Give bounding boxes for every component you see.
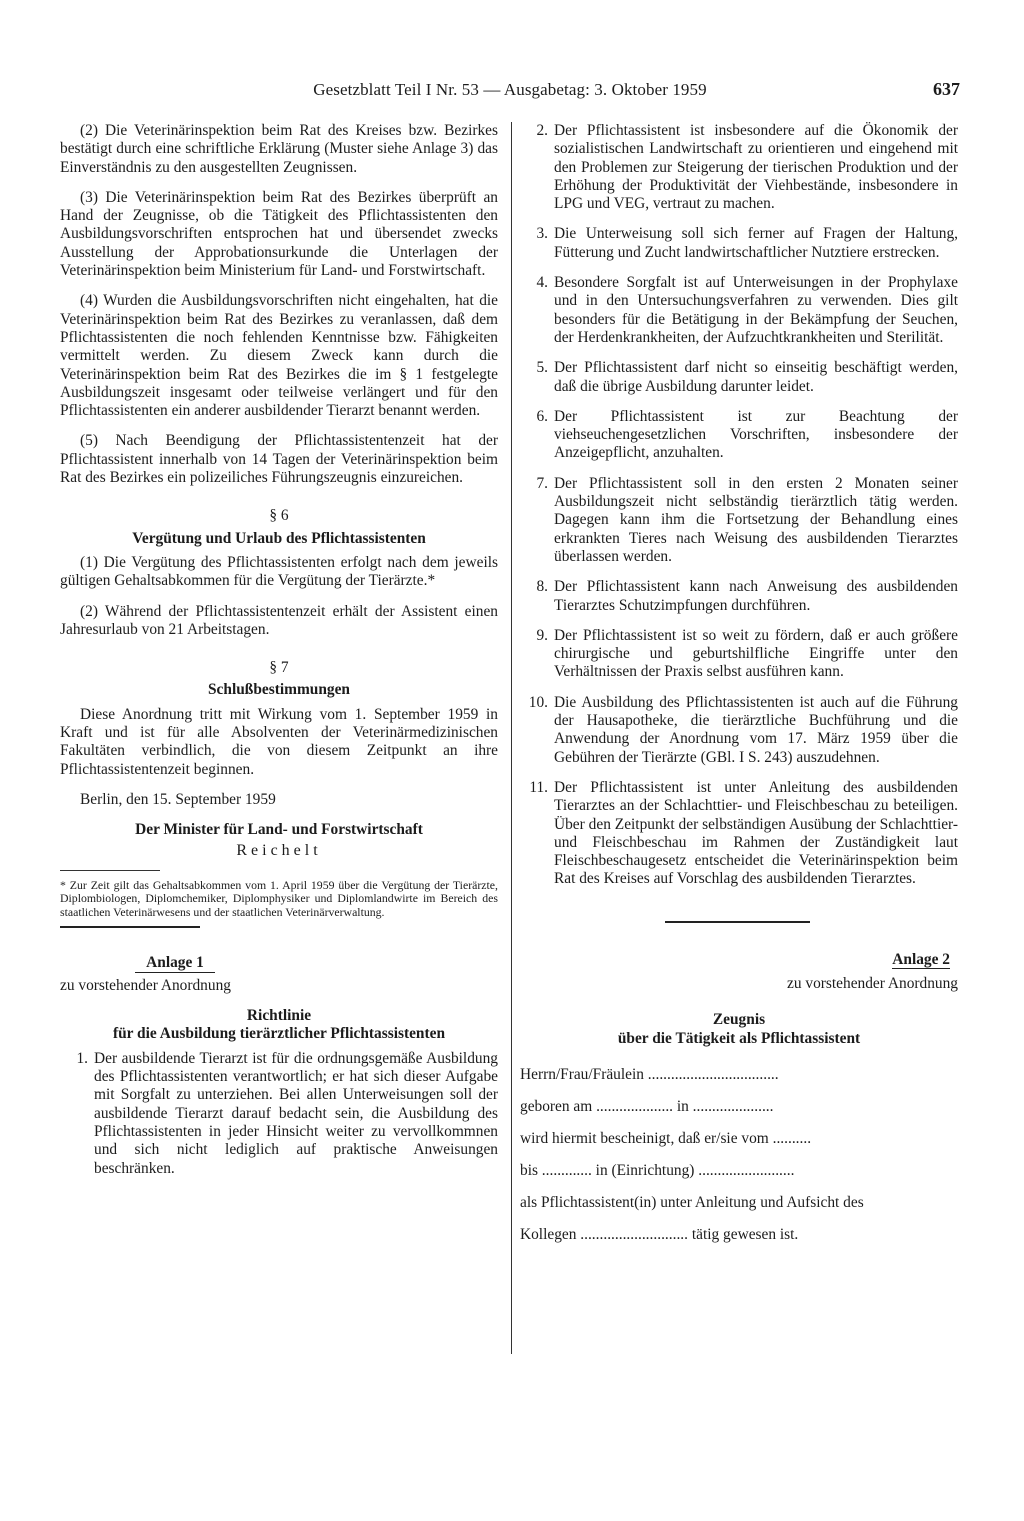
item-number: 9.: [536, 626, 548, 644]
section-6-heading: Vergütung und Urlaub des Pflichtassistenten: [132, 529, 426, 547]
item-number: 3.: [536, 225, 548, 243]
item-text: Die Unterweisung soll sich ferner auf Fragen der Haltung, Fütterung und Zucht landwirtschaftlicher Nutztiere erstrecken.: [554, 225, 958, 261]
list-item: [60, 1050, 498, 1178]
page-header: [60, 77, 960, 105]
signer-title: Der Minister für Land- und Forstwirtschaft: [135, 821, 423, 839]
form-line-colleague: Kollegen ............................ tätig gewesen ist.: [520, 1225, 799, 1243]
form-line-name: Herrn/Frau/Fräulein ..................................: [520, 1065, 779, 1083]
footnote: * Zur Zeit gilt das Gehaltsabkommen vom 1. April 1959 über die Vergütung der Tierärzte, Diplombiologen, Diplomchemiker, Diplomphysiker und Diplomlandwirte im Bereich des staatlichen Veterinärwesens und der staatlichen Veterinärverwaltung.: [60, 877, 498, 919]
item-text: Der Pflichtassistent ist insbesondere auf die Ökonomik der sozialistischen Landwirtschaft zu orientieren und eingehend mit den Problemen zur Steigerung der tierischen Produktion und der Erhöhung der Produktivität der Viehbestände, insbesondere in LPG und VEG, vertraut zu machen.: [554, 122, 958, 213]
list-item: [520, 359, 958, 396]
right-column: [520, 122, 958, 1244]
left-column: [60, 122, 498, 1190]
paragraph-3: (3) Die Veterinärinspektion beim Rat des Bezirkes überprüft an Hand der Zeugnisse, ob die Tätigkeit des Pflichtassistenten den Ausbildungsvorschriften entsprochen hat und übersendet zwecks Ausstellung der Approbationsurkunde die Unterlagen der Veterinärinspektion beim Ministerium für Land- und Forstwirtschaft.: [60, 188, 498, 280]
list-item: [520, 578, 958, 615]
anlage-2-title-text: Anlage 2: [892, 950, 950, 968]
item-number: 2.: [536, 122, 548, 139]
item-number: 7.: [536, 474, 548, 492]
column-divider: [511, 122, 512, 1354]
item-number: 1.: [76, 1049, 88, 1067]
item-text: Der ausbildende Tierarzt ist für die ordnungsgemäße Ausbildung des Pflichtassistenten verantwortlich; er hat sich dieser Aufgabe mit Sorgfalt zu unterziehen. Bei allen Unterweisungen soll der ausbildende Tierarzt darauf bedacht sein, die Ausbildung des Pflichtassistenten in jeder Hinsicht weiter zu vervollkommnen und sich nicht lediglich auf praktische Anweisungen beschränken.: [94, 1049, 498, 1177]
header-title: Gesetzblatt Teil I Nr. 53 — Ausgabetag: 3. Oktober 1959: [313, 80, 707, 99]
list-item: [520, 408, 958, 463]
section-7-title: § 7: [269, 659, 289, 677]
footnote-rule: [60, 870, 160, 871]
list-item: [520, 274, 958, 347]
anlage-2-title: [520, 951, 950, 969]
list-item: [520, 225, 958, 262]
item-number: 8.: [536, 578, 548, 596]
list-item: [520, 779, 958, 889]
item-text: Der Pflichtassistent ist so weit zu fördern, daß er auch größere chirurgische und geburtshilfliche Eingriffe unter den Verhältnissen der Praxis selbst ausführen kann.: [554, 626, 958, 681]
item-text: Der Pflichtassistent soll in den ersten 2 Monaten seiner Ausbildungszeit nicht selbständig tierärztlich tätig werden. Dagegen kann ihm die Fortsetzung der Behandlung eines erkrankten Tieres nach Weisung des ausbildenden Tierarztes überlassen werden.: [554, 474, 958, 565]
paragraph-5: (5) Nach Beendigung der Pflichtassistentenzeit hat der Pflichtassistent innerhalb von 14 Tagen der Veterinärinspektion beim Rat des Bezirkes ein polizeiliches Führungszeugnis einzureichen.: [60, 432, 498, 487]
signer-name: Reichelt: [236, 841, 322, 859]
list-item: [520, 627, 958, 682]
section-6-paragraph-2: (2) Während der Pflichtassistentenzeit erhält der Assistent einen Jahresurlaub von 21 Arbeitstagen.: [60, 602, 498, 638]
richtlinie-list-left: [60, 1050, 498, 1178]
section-6-paragraph-1: (1) Die Vergütung des Pflichtassistenten erfolgt nach dem jeweils gültigen Gehaltsabkommen für die Vergütung der Tierärzte.*: [60, 553, 498, 590]
section-7-text: Diese Anordnung tritt mit Wirkung vom 1. September 1959 in Kraft und ist für alle Absolventen der Veterinärmedizinischen Fakultäten verbindlich, die von diesem Zeitpunkt an ihre Pflichtassistentenzeit beginnen.: [60, 705, 498, 778]
item-text: Besondere Sorgfalt ist auf Unterweisungen in der Prophylaxe und in den Untersuchungsverfahren zu verwenden. Dies gilt besonders für die Betätigung in der Bekämpfung der Seuchen, der Herdenkrankheiten, der Aufzuchtkrankheiten und Sterilität.: [554, 274, 958, 346]
richtlinie-subtitle: für die Ausbildung tierärztlicher Pflichtassistenten: [112, 1025, 446, 1043]
item-text: Der Pflichtassistent ist unter Anleitung des ausbildenden Tierarztes an der Schlachttier- und Fleischbeschau zu beteiligen. Über den Zeitpunkt der selbständigen Ausübung der Schlachttier- und Fleischbeschau im Rahmen der Zuständigkeit laut Fleischbeschaugesetz entscheidet die Veterinärinspektion beim Rat des Kreises auf Vorschlag des ausbildenden Tierarztes.: [554, 778, 958, 888]
item-text: Die Ausbildung des Pflichtassistenten ist auch auf die Führung der Hausapotheke, die tierärztliche Buchführung und die Anwendung der Anordnung vom 17. März 1959 über die Gebühren der Tierärzte (GBl. I S. 243) auszudehnen.: [554, 693, 958, 766]
item-number: 11.: [529, 778, 548, 796]
richtlinie-title: Richtlinie: [246, 1007, 312, 1025]
anlage-2-subtitle: zu vorstehender Anordnung: [787, 974, 958, 992]
zeugnis-subtitle: über die Tätigkeit als Pflichtassistent: [617, 1029, 861, 1047]
form-line-role: als Pflichtassistent(in) unter Anleitung und Aufsicht des: [520, 1193, 864, 1211]
form-line-birth: geboren am .................... in .....................: [520, 1097, 774, 1115]
list-item: [520, 122, 958, 213]
list-item: [520, 694, 958, 767]
section-separator-rule: [665, 921, 810, 923]
form-line-institution: bis ............. in (Einrichtung) .........................: [520, 1161, 795, 1179]
paragraph-2: (2) Die Veterinärinspektion beim Rat des Kreises bzw. Bezirkes bestätigt durch eine schriftliche Erklärung (Muster siehe Anlage 3) das Einverständnis zu den ausgestellten Zeugnissen.: [60, 122, 498, 176]
anlage-1-subtitle: zu vorstehender Anordnung: [60, 976, 231, 994]
section-7-heading: Schlußbestimmungen: [208, 681, 350, 699]
item-number: 4.: [536, 274, 548, 292]
footnote-end-rule: [60, 926, 200, 928]
item-text: Der Pflichtassistent kann nach Anweisung des ausbildenden Tierarztes Schutzimpfungen durchführen.: [554, 578, 958, 614]
list-item: [520, 475, 958, 566]
item-text: Der Pflichtassistent ist zur Beachtung der viehseuchengesetzlichen Vorschriften, insbesondere der Anzeigepflicht, anzuhalten.: [554, 407, 958, 462]
item-number: 10.: [528, 693, 548, 711]
section-6-title: § 6: [269, 507, 289, 525]
city-date: Berlin, den 15. September 1959: [80, 790, 276, 808]
form-line-certified: wird hiermit bescheinigt, daß er/sie vom ..........: [520, 1129, 812, 1147]
paragraph-4: (4) Wurden die Ausbildungsvorschriften nicht eingehalten, hat die Veterinärinspektion beim Rat des Bezirkes zu veranlassen, daß dem Pflichtassistenten die noch fehlenden Kenntnisse bzw. Fähigkeiten vermittelt werden. Zu diesem Zweck kann durch die Veterinärinspektion beim Rat des Bezirkes die im § 1 festgelegte Ausbildungszeit insgesamt oder teilweise verlängert und für den Pflichtassistenten ein anderer ausbildender Tierarzt benannt werden.: [60, 292, 498, 420]
item-number: 6.: [536, 407, 548, 425]
page-number: 637: [933, 79, 960, 99]
richtlinie-list-right: [520, 122, 958, 889]
item-number: 5.: [536, 359, 548, 377]
item-text: Der Pflichtassistent darf nicht so einseitig beschäftigt werden, daß die übrige Ausbildung darunter leidet.: [554, 359, 958, 395]
anlage-1-title: Anlage 1: [135, 954, 215, 973]
zeugnis-title: Zeugnis: [712, 1011, 766, 1029]
